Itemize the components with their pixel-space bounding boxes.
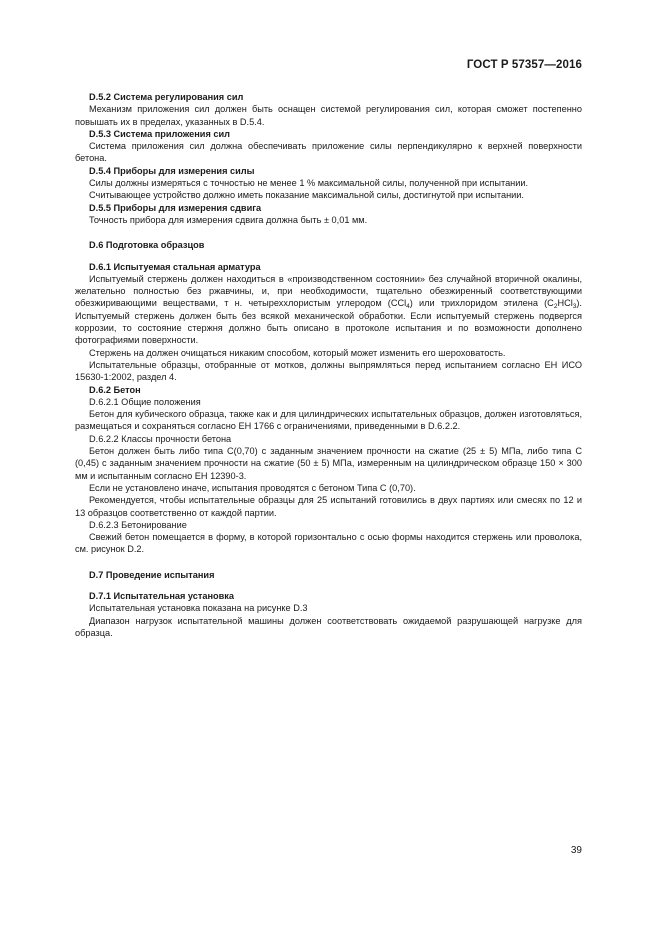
section-d623-title: D.6.2.3 Бетонирование xyxy=(89,519,187,530)
section-d61-title: D.6.1 Испытуемая стальная арматура xyxy=(89,261,261,272)
section-d61-paragraph-3: Испытательные образцы, отобранные от мотков, должны выпрямляться перед испытанием согласно ЕН ИСО 15630-1:2002, раздел 4. xyxy=(75,359,582,383)
section-d623-paragraph: Свежий бетон помещается в форму, в которой горизонтально с осью формы находится стержень или проволока, см. рисунок D.2. xyxy=(75,532,582,555)
section-d71-paragraph-2: Диапазон нагрузок испытательной машины должен соответствовать ожидаемой разрушающей нагрузке для образца. xyxy=(75,615,582,638)
section-d52-paragraph: Механизм приложения сил должен быть оснащен системой регулирования сил, которая сможет постепенно повышать их в пределах, указанных в D.5.4. xyxy=(75,104,582,127)
section-d54-paragraph-2: Считывающее устройство должно иметь показание максимальной силы, достигнутой при испытании. xyxy=(89,190,524,201)
section-d62-title: D.6.2 Бетон xyxy=(89,384,141,395)
section-d622-paragraph-2: Если не установлено иначе, испытания проводятся с бетоном Типа С (0,70). xyxy=(89,482,416,493)
section-d52-title: D.5.2 Система регулирования сил xyxy=(89,92,244,102)
section-d53-paragraph: Система приложения сил должна обеспечивать приложение силы перпендикулярно к верхней поверхности бетона. xyxy=(75,141,582,164)
section-d53-title: D.5.3 Система приложения сил xyxy=(89,128,230,139)
section-d621-paragraph: Бетон для кубического образца, также как и для цилиндрических испытательных образцов, должен изготовляться, размещаться и сохраняться согласно ЕН 1766 с ограничениями, приведенными в D.6.2.2. xyxy=(75,409,582,432)
section-d55-title: D.5.5 Приборы для измерения сдвига xyxy=(89,202,262,213)
section-d71-title: D.7.1 Испытательная установка xyxy=(89,590,235,601)
section-d71-paragraph-1: Испытательная установка показана на рисунке D.3 xyxy=(89,603,308,614)
section-d621-title: D.6.2.1 Общие положения xyxy=(89,396,201,407)
section-d54-paragraph-1: Силы должны измеряться с точностью не менее 1 % максимальной силы, полученной при испытании. xyxy=(89,178,529,189)
document-body xyxy=(75,91,582,639)
page-number: 39 xyxy=(570,845,582,856)
section-d61-paragraph-2: Стержень на должен очищаться никаким способом, который может изменить его шероховатость. xyxy=(89,347,506,358)
section-d61-paragraph-1: Испытуемый стержень должен находиться в «производственном состоянии» без случайной вторичной окалины, желательно полностью без ржавчины, и, при необходимости, тщательно обезжиренный соответствующими обезжиривающими веществами, т н. четыреххлористым углеродом (CCl$_4$) или трихлоридом этилена $(C_2HCl_3)$. Испытуемый стержень должен быть без всякой механической обработки. Если испытуемый стержень подвергся коррозии, то состояние стержня должно быть описано в протоколе испытания и по возможности дополнено фотографиями поверхности. xyxy=(75,273,582,346)
section-d6-title: D.6 Подготовка образцов xyxy=(89,240,205,251)
section-d55-paragraph: Точность прибора для измерения сдвига должна быть ± 0,01 мм. xyxy=(89,214,368,225)
section-d622-title: D.6.2.2 Классы прочности бетона xyxy=(89,433,232,444)
section-d54-title: D.5.4 Приборы для измерения силы xyxy=(89,165,255,176)
document-id: ГОСТ Р 57357—2016 xyxy=(466,59,582,71)
section-d622-paragraph-3: Рекомендуется, чтобы испытательные образцы для 25 испытаний готовились в двух партиях или смесях по 12 и 13 образцов соответственно от каждой партии. xyxy=(75,495,582,518)
section-d622-paragraph-1: Бетон должен быть либо типа С(0,70) с заданным значением прочности на сжатие (25 ± 5) МПа, либо типа С (0,45) с заданным значением прочности на сжатие (50 ± 5) МПа, измеренным на цилиндрическом образце 150 × 300 мм и испытанным согласно ЕН 12390-3. xyxy=(75,446,582,481)
section-d7-title: D.7 Проведение испытания xyxy=(89,569,215,580)
